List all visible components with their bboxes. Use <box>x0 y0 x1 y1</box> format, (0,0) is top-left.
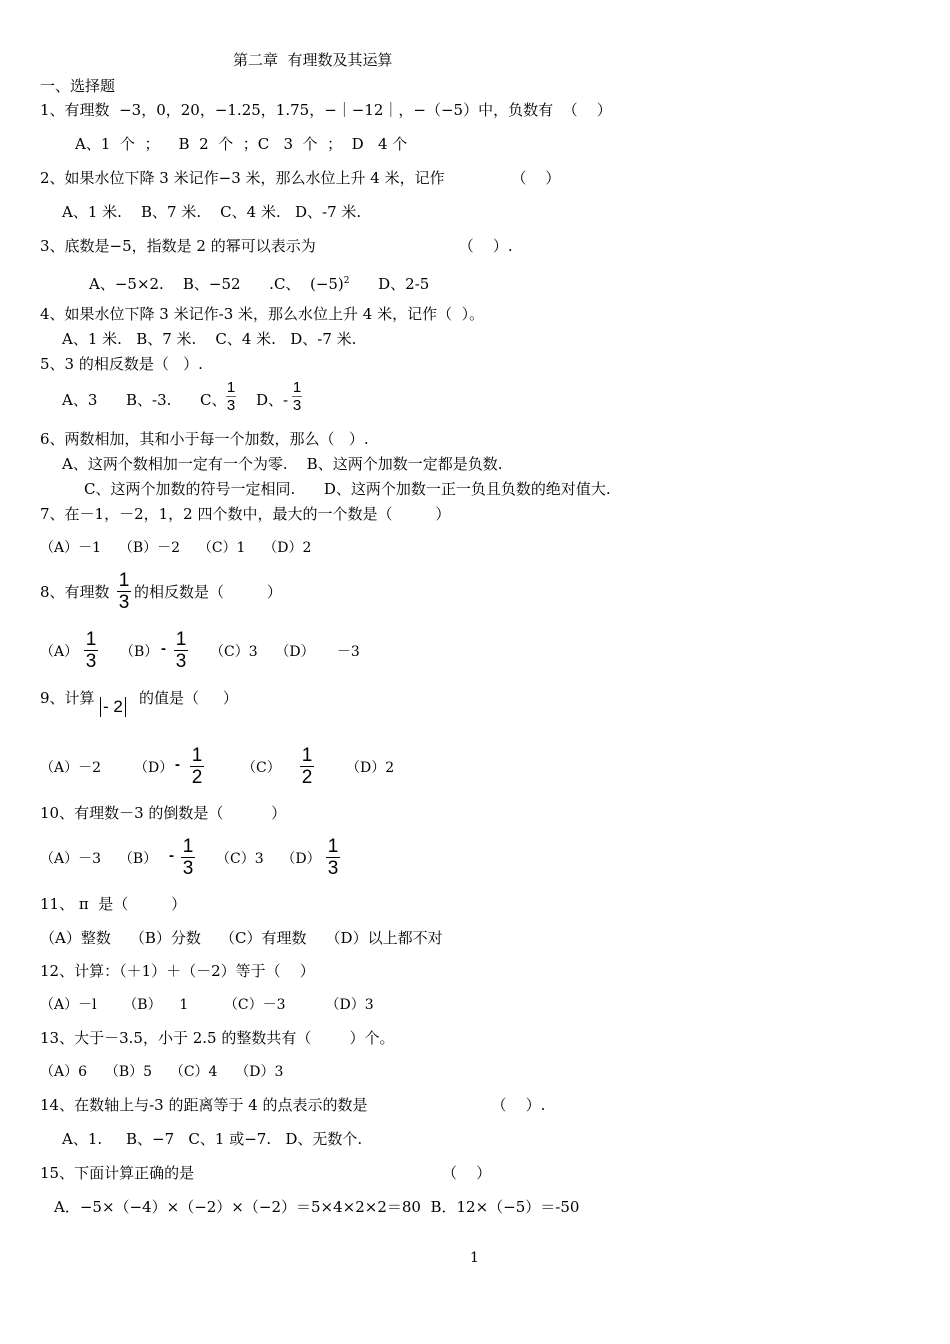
question-3-options <box>89 272 429 293</box>
question-8-option-b: （B） <box>120 644 159 660</box>
fraction-denominator: 2 <box>301 767 313 788</box>
question-15-stem: 15、下面计算正确的是 （ ） <box>40 1164 492 1182</box>
fraction-numerator: 1 <box>226 379 236 396</box>
page-number: 1 <box>470 1250 479 1266</box>
minus-sign: - <box>169 847 174 864</box>
question-7-stem: 7、在－1，－2，1，2 四个数中，最大的一个数是（ ） <box>40 505 451 523</box>
question-10-options-ab: （A）－3 （B） <box>40 851 158 867</box>
question-9-option-d: （D） <box>134 760 174 776</box>
fraction-numerator: 1 <box>301 745 313 766</box>
minus-sign: - <box>175 756 180 773</box>
question-9-option-c: （C） <box>242 760 281 776</box>
question-9-stem-end: 的值是（ ） <box>139 689 238 707</box>
question-3-stem: 3、底数是−5，指数是 2 的幂可以表示为 （ ）. <box>40 237 513 255</box>
question-10-fraction-b <box>181 837 195 878</box>
question-8-stem-end: 的相反数是（ ） <box>134 583 282 601</box>
question-3-options-text: A、−5×2. B、−52 .C、 (−5) <box>89 275 344 293</box>
fraction-denominator: 2 <box>191 767 203 788</box>
question-4-options: A、1 米. B、7 米. C、4 米. D、-7 米. <box>62 330 357 348</box>
question-8-option-a: （A） <box>40 644 79 660</box>
fraction-numerator: 1 <box>327 836 339 857</box>
question-11-options: （A）整数 （B）分数 （C）有理数 （D）以上都不对 <box>40 929 443 947</box>
minus-sign: - <box>161 640 166 657</box>
fraction-numerator: 1 <box>118 570 130 591</box>
fraction-numerator: 1 <box>292 379 302 396</box>
fraction-denominator: 3 <box>85 651 97 672</box>
question-5-fraction-d <box>292 380 302 413</box>
question-10-fraction-d <box>326 837 340 878</box>
fraction-denominator: 3 <box>226 397 236 414</box>
question-11-stem: 11、 π 是（ ） <box>40 895 187 913</box>
page-title: 第二章 有理数及其运算 <box>233 51 393 69</box>
fraction-numerator: 1 <box>85 629 97 650</box>
question-7-options: （A）－1 （B）－2 （C）1 （D）2 <box>40 540 312 556</box>
question-6-options-cd: C、这两个加数的符号一定相同. D、这两个加数一正一负且负数的绝对值大. <box>84 480 611 498</box>
question-2-stem: 2、如果水位下降 3 米记作−3 米，那么水位上升 4 米，记作 （ ） <box>40 169 561 187</box>
question-9-option-last: （D）2 <box>346 760 395 776</box>
question-14-stem: 14、在数轴上与-3 的距离等于 4 的点表示的数是 （ ）. <box>40 1096 546 1114</box>
question-15-options: A．−5×（−4）×（−2）×（−2）＝5×4×2×2＝80 B．12×（−5）＝-50 <box>54 1198 580 1216</box>
fraction-numerator: 1 <box>191 745 203 766</box>
question-2-options: A、1 米. B、7 米. C、4 米. D、-7 米. <box>62 203 362 221</box>
fraction-denominator: 3 <box>175 651 187 672</box>
section-heading: 一、选择题 <box>40 77 116 95</box>
question-5-stem: 5、3 的相反数是（ ）. <box>40 355 203 373</box>
question-6-stem: 6、两数相加，其和小于每一个加数，那么（ ）. <box>40 430 369 448</box>
question-5-options-abc: A、3 B、-3. C、 <box>62 391 227 409</box>
question-3-option-d: D、2-5 <box>378 275 430 293</box>
fraction-denominator: 3 <box>118 592 130 613</box>
question-8-options-cd: （C）3 （D） －3 <box>210 644 360 660</box>
question-12-stem: 12、计算：（＋1）＋（－2）等于（ ） <box>40 962 315 980</box>
question-14-options: A、1. B、−7 C、1 或−7. D、无数个. <box>62 1130 363 1148</box>
question-8-stem-start: 8、有理数 <box>40 583 110 601</box>
question-8-fraction-a <box>84 630 98 671</box>
question-9-stem-start: 9、计算 <box>40 689 95 707</box>
question-13-stem: 13、大于－3.5，小于 2.5 的整数共有（ ）个。 <box>40 1029 395 1047</box>
fraction-numerator: 1 <box>182 836 194 857</box>
question-9-fraction-d <box>190 746 204 787</box>
question-1-stem: 1、有理数 −3，0，20，−1.25，1.75，−｜−12｜，−（−5）中，负数有 （ ） <box>40 101 612 119</box>
question-9-option-a: （A）－2 <box>40 760 102 776</box>
question-9-fraction-c <box>300 746 314 787</box>
fraction-denominator: 3 <box>182 858 194 879</box>
question-3-superscript: 2 <box>343 276 350 286</box>
fraction-numerator: 1 <box>175 629 187 650</box>
question-8-fraction <box>117 571 131 612</box>
question-5-fraction-c <box>226 380 236 413</box>
question-5-option-d: D、- <box>256 391 289 409</box>
question-10-options-cd: （C）3 （D） <box>216 851 321 867</box>
question-10-stem: 10、有理数－3 的倒数是（ ） <box>40 804 287 822</box>
question-8-fraction-b <box>174 630 188 671</box>
question-13-options: （A）6 （B）5 （C）4 （D）3 <box>40 1064 284 1080</box>
fraction-denominator: 3 <box>327 858 339 879</box>
fraction-denominator: 3 <box>292 397 302 414</box>
question-9-absolute-value: - 2 <box>100 697 126 717</box>
question-6-options-ab: A、这两个数相加一定有一个为零. B、这两个加数一定都是负数. <box>62 455 503 473</box>
question-1-options: A、1 个 ； B 2 个 ；C 3 个 ； D 4 个 <box>75 135 408 153</box>
question-12-options: （A）－l （B） 1 （C）－3 （D）3 <box>40 997 374 1013</box>
question-4-stem: 4、如果水位下降 3 米记作-3 米，那么水位上升 4 米，记作（ ）。 <box>40 305 485 323</box>
